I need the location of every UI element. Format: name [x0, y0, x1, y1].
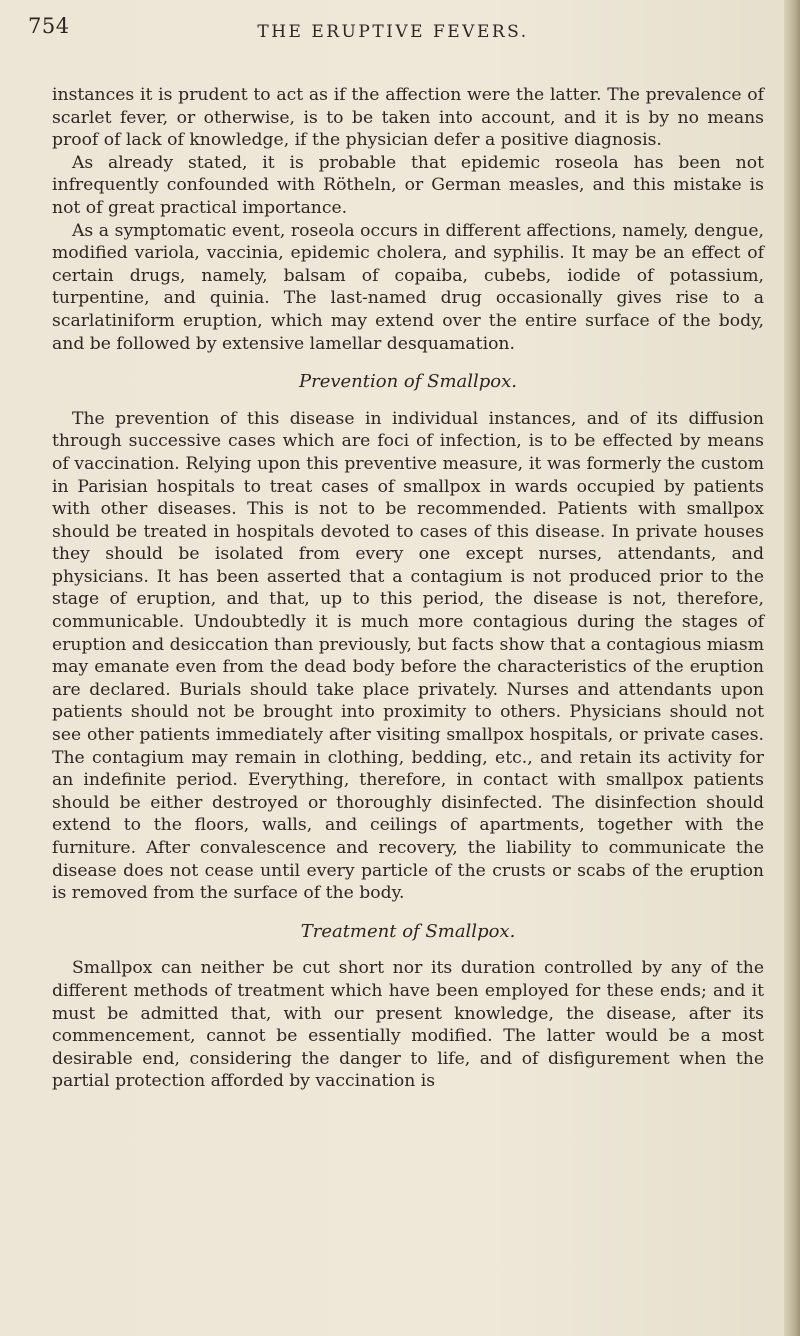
paragraph-continuation: instances it is prudent to act as if the affection were the latter. The prevalence of scarlet fever, or otherwise, is to be taken into account, and it is by no means proof of lack of knowledge, if the physician defer a positive diagnosis.: [52, 85, 764, 151]
page-body: [52, 84, 764, 1093]
paragraph-treatment: Smallpox can neither be cut short nor its duration controlled by any of the different methods of treatment which have been employed for these ends; and it must be admitted that, with our present knowledge, the disease, after its commencement, cannot be essentially modified. The latter would be a most desirable end, considering the danger to life, and of disfigurement when the partial protection afforded by vaccination is: [52, 958, 764, 1092]
paragraph-roseola-symptomatic: As a symptomatic event, roseola occurs in different affections, namely, dengue, modified variola, vaccinia, epidemic cholera, and syphilis. It may be an effect of certain drugs, namely, balsam of copaiba, cubebs, iodide of potassium, turpentine, and quinia. The last-named drug occasionally gives rise to a scarlatiniform eruption, which may extend over the entire surface of the body, and be followed by extensive lamellar desquamation.: [52, 220, 764, 354]
paragraph-prevention: The prevention of this disease in individual instances, and of its diffusion through successive cases which are foci of infection, is to be effected by means of vaccination. Relying upon this preventive measure, it was formerly the custom in Parisian hospitals to treat cases of smallpox in wards occupied by patients with other diseases. This is not to be recommended. Patients with smallpox should be treated in hospitals devoted to cases of this disease. In private houses they should be isolated from every one except nurses, attendants, and physicians. It has been asserted that a contagium is not produced prior to the stage of eruption, and that, up to this period, the disease is not, therefore, communicable. Undoubtedly it is much more contagious during the stages of eruption and desiccation than previously, but facts show that a contagious miasm may emanate even from the dead body before the characteristics of the eruption are declared. Burials should take place privately. Nurses and attendants upon patients should not be brought into proximity to others. Physicians should not see other patients immediately after visiting smallpox hospitals, or private cases. The contagium may remain in clothing, bedding, etc., and retain its activity for an indefinite period. Everything, therefore, in contact with smallpox patients should be either destroyed or thoroughly disinfected. The disinfection should extend to the floors, walls, and ceilings of apartments, together with the furniture. After convalescence and recovery, the liability to communicate the disease does not cease until every particle of the crusts or scabs of the eruption is removed from the surface of the body.: [52, 408, 764, 904]
paragraph-roseola-rotheln: As already stated, it is probable that epidemic roseola has been not infrequently confounded with Rötheln, or German measles, and this mistake is not of great practical importance.: [52, 152, 764, 218]
page-edge: [784, 0, 800, 1336]
page-header: [28, 14, 758, 44]
page-number: 754: [28, 14, 70, 38]
heading-prevention: Prevention of Smallpox.: [298, 371, 518, 393]
running-title: THE ERUPTIVE FEVERS.: [257, 22, 529, 42]
heading-treatment: Treatment of Smallpox.: [300, 920, 516, 942]
